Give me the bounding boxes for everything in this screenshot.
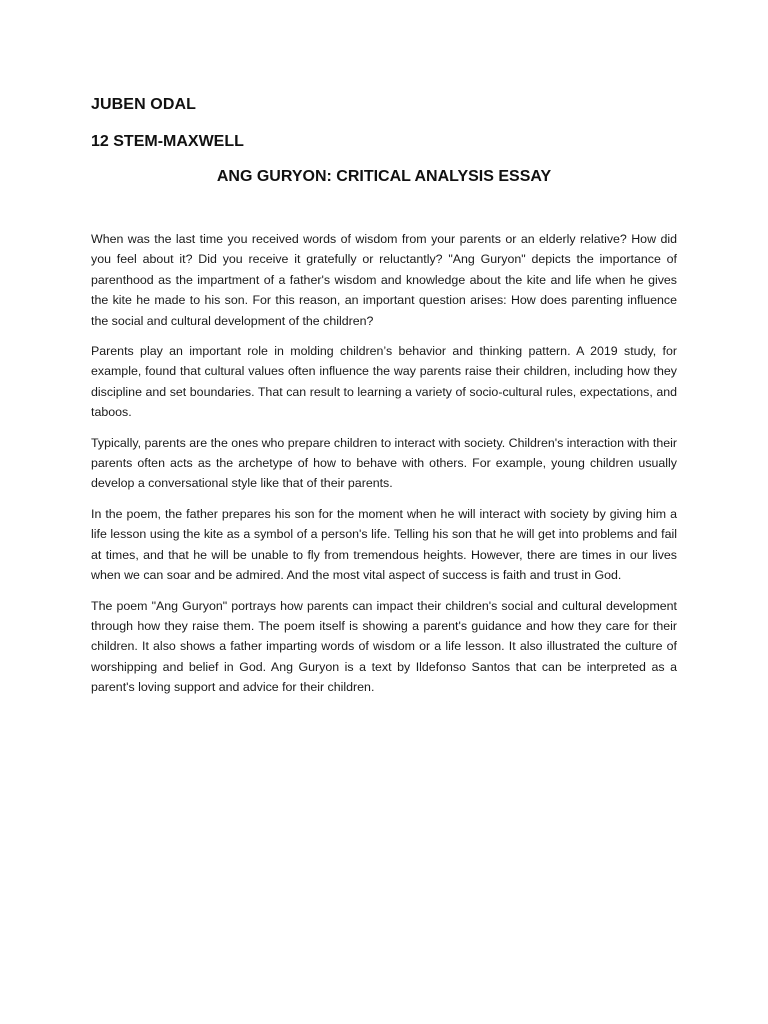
paragraph-5: The poem "Ang Guryon" portrays how parents can impact their children's social and cultural development through how they raise them. The poem itself is showing a parent's guidance and how they care for their children. It also shows a father imparting words of wisdom or a life lesson. It also illustrated the culture of worshipping and belief in God. Ang Guryon is a text by Ildefonso Santos that can be interpreted as a parent's loving support and advice for their children. [91, 598, 677, 695]
paragraph-4: In the poem, the father prepares his son for the moment when he will interact with society by giving him a life lesson using the kite as a symbol of a person's life. Telling his son that he will get into problems and fail at times, and that he will be unable to fly from tremendous heights. However, there are times in our lives when we can soar and be admired. And the most vital aspect of success is faith and trust in God. [91, 506, 677, 583]
class-section: 12 STEM-MAXWELL [91, 133, 244, 150]
paragraph-1: When was the last time you received words of wisdom from your parents or an elderly relative? How did you feel about it? Did you receive it gratefully or reluctantly? "Ang Guryon" depicts the importance of parenthood as the impartment of a father's wisdom and knowledge about the kite and life when he gives the kite he made to his son. For this reason, an important question arises: How does parenting influence the social and cultural development of the children? [91, 232, 677, 328]
paragraph-3: Typically, parents are the ones who prepare children to interact with society. Children's interaction with their parents often acts as the archetype of how to behave with others. For example, young children usually develop a conversational style like that of their parents. [91, 435, 677, 491]
author-name: JUBEN ODAL [91, 96, 197, 113]
paragraph-2: Parents play an important role in molding children’s behavior and thinking pattern. A 2019 study, for example, found that cultural values often influence the way parents raise their children, including how they discipline and set boundaries. That can result to learning a variety of socio-cultural rules, expectations, and taboos. [91, 344, 677, 420]
essay-title: ANG GURYON: CRITICAL ANALYSIS ESSAY [216, 168, 552, 185]
essay-body [91, 229, 677, 708]
